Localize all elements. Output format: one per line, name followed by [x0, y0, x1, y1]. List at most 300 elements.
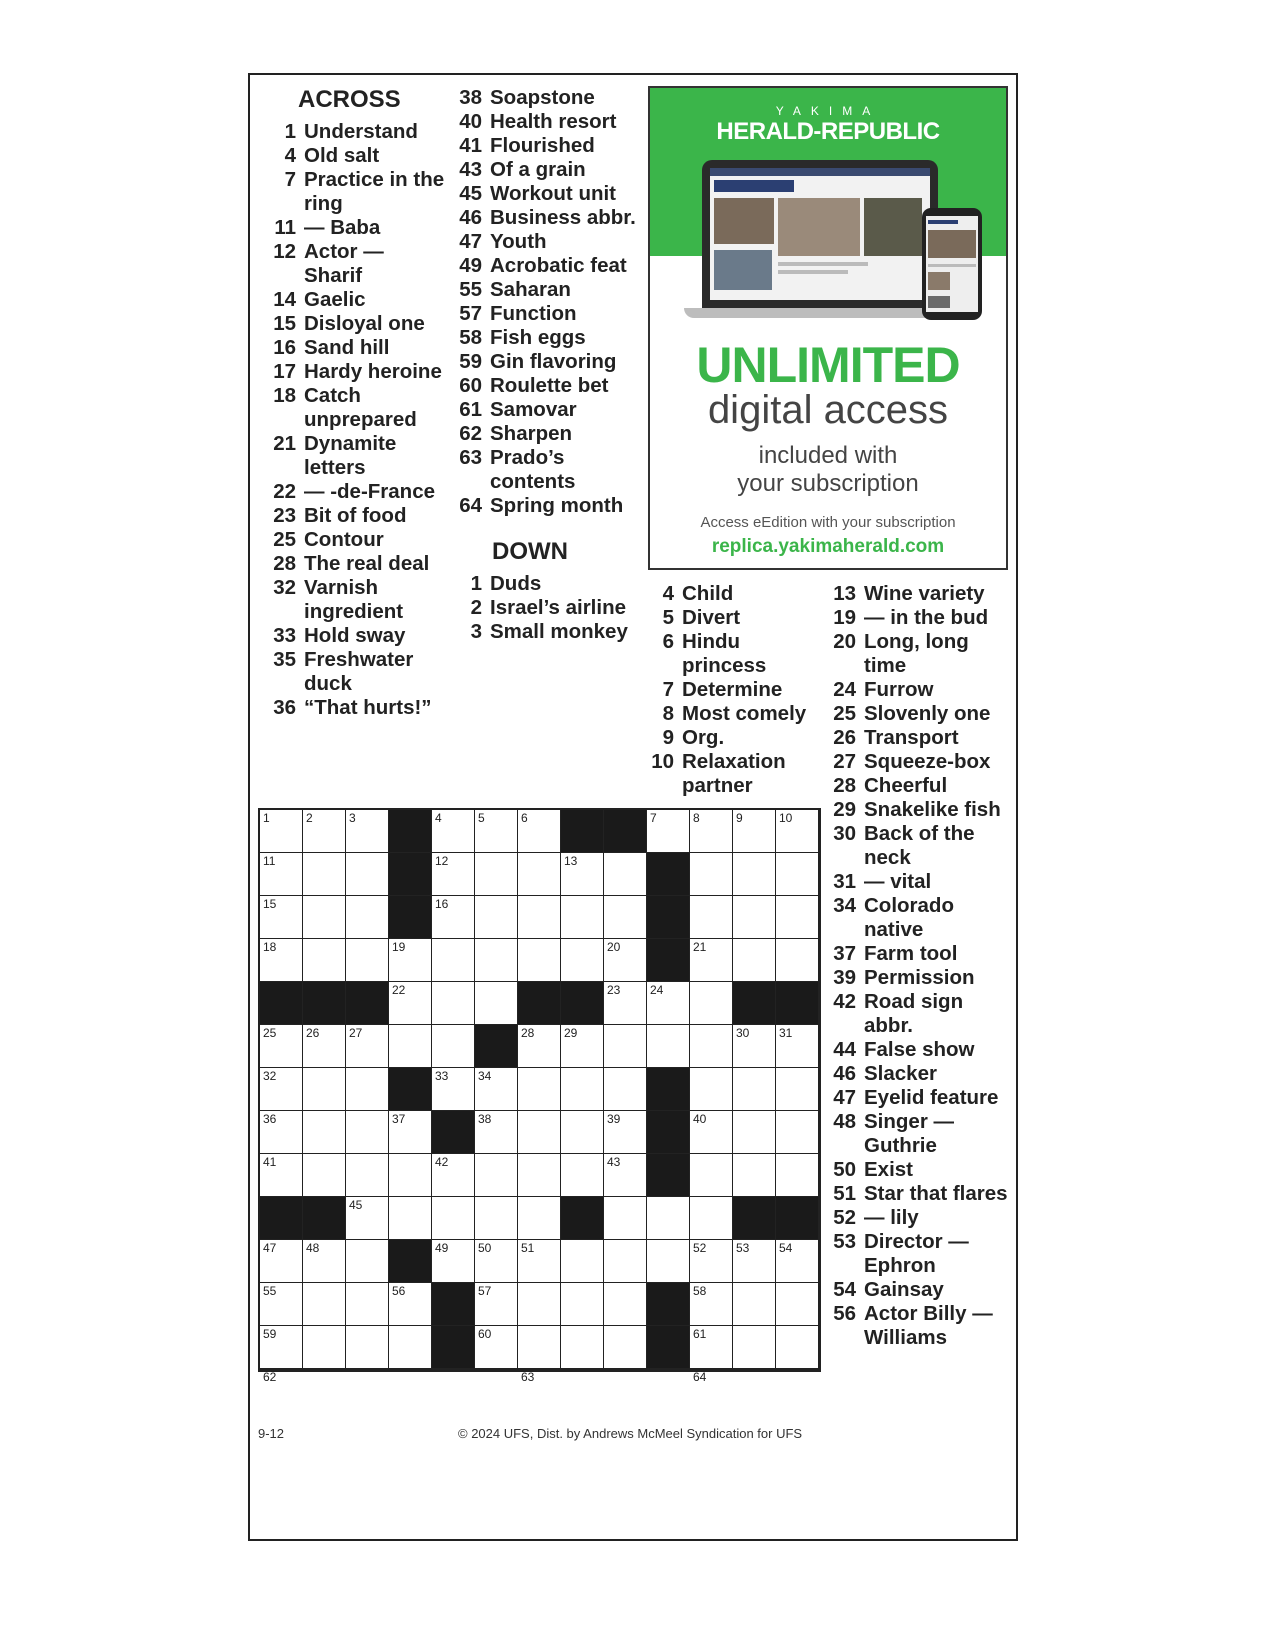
grid-cell[interactable] [733, 896, 776, 939]
grid-cell[interactable] [303, 1111, 346, 1154]
grid-cell[interactable] [776, 853, 819, 896]
grid-cell[interactable] [776, 1240, 819, 1283]
grid-cell[interactable] [604, 982, 647, 1025]
clue-item [266, 120, 446, 144]
clue-item [266, 504, 446, 528]
clue-number: 13 [833, 582, 856, 605]
laptop-icon [702, 160, 938, 308]
clue-number: 61 [459, 398, 482, 421]
cell-number: 54 [779, 1241, 793, 1255]
clue-item [826, 990, 1012, 1038]
cell-number: 9 [736, 811, 743, 825]
grid-cell[interactable] [475, 1111, 518, 1154]
grid-cell[interactable] [733, 1326, 776, 1369]
grid-cell[interactable] [733, 1240, 776, 1283]
grid-cell[interactable] [604, 1154, 647, 1197]
grid-block [260, 1197, 303, 1240]
cell-number: 58 [693, 1284, 707, 1298]
grid-block [733, 982, 776, 1025]
cell-number: 27 [349, 1026, 363, 1040]
grid-cell[interactable] [733, 810, 776, 853]
grid-cell[interactable] [776, 1025, 819, 1068]
grid-cell[interactable] [561, 1154, 604, 1197]
grid-cell[interactable] [776, 896, 819, 939]
grid-cell[interactable] [561, 1025, 604, 1068]
grid-cell[interactable] [690, 1197, 733, 1240]
clue-number: 1 [284, 120, 296, 143]
grid-cell[interactable] [346, 1111, 389, 1154]
grid-cell[interactable] [260, 1068, 303, 1111]
grid-cell[interactable] [776, 1111, 819, 1154]
clue-number: 62 [459, 422, 482, 445]
grid-block [776, 1197, 819, 1240]
clue-text: Flourished [490, 134, 595, 157]
clue-text: Singer — Guthrie [864, 1110, 954, 1157]
clue-text: Director — Ephron [864, 1230, 969, 1277]
grid-cell[interactable] [346, 1326, 389, 1369]
grid-cell[interactable] [604, 1283, 647, 1326]
clue-text: Understand [304, 120, 418, 143]
grid-cell[interactable] [690, 939, 733, 982]
clue-item [826, 942, 1012, 966]
clue-number: 2 [470, 596, 482, 619]
grid-cell[interactable] [518, 1369, 561, 1384]
clue-text: Business abbr. [490, 206, 636, 229]
ad-access-text: Access eEdition with your subscription [700, 514, 956, 531]
grid-cell[interactable] [604, 1326, 647, 1369]
clue-text: Dynamite letters [304, 432, 397, 479]
clue-item [826, 1062, 1012, 1086]
cell-number: 6 [521, 811, 528, 825]
grid-block [561, 1197, 604, 1240]
grid-cell[interactable] [346, 1240, 389, 1283]
grid-cell[interactable] [733, 853, 776, 896]
grid-block [647, 1369, 690, 1370]
clue-number: 51 [833, 1182, 856, 1205]
grid-cell[interactable] [346, 1197, 389, 1240]
grid-cell[interactable] [647, 1197, 690, 1240]
grid-block [303, 1197, 346, 1240]
grid-cell[interactable] [690, 810, 733, 853]
clue-item [266, 384, 446, 432]
grid-cell[interactable] [389, 982, 432, 1025]
clue-item [266, 624, 446, 648]
clue-item [266, 336, 446, 360]
grid-cell[interactable] [346, 1283, 389, 1326]
grid-block [647, 1283, 690, 1326]
grid-cell[interactable] [475, 853, 518, 896]
grid-block [561, 810, 604, 853]
clue-text: Determine [682, 678, 783, 701]
grid-cell[interactable] [432, 1154, 475, 1197]
grid-cell[interactable] [647, 982, 690, 1025]
grid-cell[interactable] [518, 1283, 561, 1326]
clue-list [826, 582, 1012, 1350]
cell-number: 23 [607, 983, 621, 997]
cell-number: 10 [779, 811, 793, 825]
grid-cell[interactable] [260, 1240, 303, 1283]
grid-cell[interactable] [303, 939, 346, 982]
down-column-3 [644, 582, 824, 798]
cell-number: 31 [779, 1026, 793, 1040]
grid-cell[interactable] [604, 1111, 647, 1154]
clue-item [826, 702, 1012, 726]
clue-item [826, 750, 1012, 774]
cell-number: 32 [263, 1069, 277, 1083]
brand-logo: HERALD-REPUBLIC [716, 118, 940, 145]
clue-item [644, 750, 824, 798]
clue-item [266, 552, 446, 576]
grid-cell[interactable] [260, 1111, 303, 1154]
grid-cell[interactable] [733, 1025, 776, 1068]
grid-cell[interactable] [260, 939, 303, 982]
grid-cell[interactable] [432, 1025, 475, 1068]
grid-cell[interactable] [647, 1240, 690, 1283]
grid-cell[interactable] [389, 1025, 432, 1068]
grid-cell[interactable] [561, 1111, 604, 1154]
clue-text: Most comely [682, 702, 807, 725]
clue-text: Furrow [864, 678, 934, 701]
clue-text: Contour [304, 528, 384, 551]
clue-text: Old salt [304, 144, 380, 167]
clue-text: Child [682, 582, 734, 605]
across-column-1 [266, 86, 446, 720]
clue-item [826, 1182, 1012, 1206]
grid-cell[interactable] [690, 1111, 733, 1154]
grid-cell[interactable] [303, 1068, 346, 1111]
cell-number: 61 [693, 1327, 707, 1341]
grid-cell[interactable] [561, 939, 604, 982]
clue-text: Snakelike fish [864, 798, 1001, 821]
grid-cell[interactable] [561, 1369, 604, 1370]
grid-cell[interactable] [690, 982, 733, 1025]
clue-item [826, 774, 1012, 798]
clue-number: 18 [273, 384, 296, 407]
grid-cell[interactable] [303, 1283, 346, 1326]
grid-cell[interactable] [518, 853, 561, 896]
grid-cell[interactable] [518, 1197, 561, 1240]
grid-cell[interactable] [260, 853, 303, 896]
clue-text: — vital [864, 870, 932, 893]
grid-cell[interactable] [733, 1283, 776, 1326]
clue-number: 7 [284, 168, 296, 191]
clue-text: Road sign abbr. [864, 990, 964, 1037]
grid-cell[interactable] [432, 810, 475, 853]
grid-block [389, 1240, 432, 1283]
clue-text: — -de-France [304, 480, 435, 503]
clue-item [266, 480, 446, 504]
grid-cell[interactable] [389, 1326, 432, 1369]
clue-item [644, 726, 824, 750]
grid-block [647, 896, 690, 939]
grid-cell[interactable] [432, 1068, 475, 1111]
grid-block [260, 982, 303, 1025]
grid-cell[interactable] [475, 810, 518, 853]
clue-text: Farm tool [864, 942, 958, 965]
clue-text: Actor — Sharif [304, 240, 384, 287]
grid-cell[interactable] [475, 1240, 518, 1283]
news-photo [714, 198, 774, 244]
grid-cell[interactable] [604, 939, 647, 982]
clue-item [644, 582, 824, 606]
clue-list [644, 582, 824, 798]
phone-icon [922, 208, 982, 320]
grid-cell[interactable] [690, 1326, 733, 1369]
clue-number: 4 [662, 582, 674, 605]
phone-photo [928, 272, 950, 290]
grid-cell[interactable] [518, 896, 561, 939]
clue-number: 64 [459, 494, 482, 517]
ad-line-2: your subscription [737, 470, 919, 497]
clue-text: Hindu princess [682, 630, 767, 677]
clue-number: 55 [459, 278, 482, 301]
clue-number: 47 [459, 230, 482, 253]
clue-number: 41 [459, 134, 482, 157]
clue-number: 60 [459, 374, 482, 397]
grid-cell[interactable] [561, 1240, 604, 1283]
clue-number: 21 [273, 432, 296, 455]
clue-text: Colorado native [864, 894, 954, 941]
grid-cell[interactable] [475, 939, 518, 982]
clue-text: Slacker [864, 1062, 937, 1085]
grid-cell[interactable] [475, 1197, 518, 1240]
grid-cell[interactable] [776, 1369, 819, 1370]
cell-number: 64 [693, 1370, 707, 1384]
grid-cell[interactable] [561, 896, 604, 939]
clue-number: 50 [833, 1158, 856, 1181]
clue-item [266, 360, 446, 384]
text-line [778, 262, 868, 266]
grid-cell[interactable] [604, 896, 647, 939]
clue-item [266, 696, 446, 720]
clue-number: 24 [833, 678, 856, 701]
clue-number: 11 [274, 216, 296, 239]
clue-item [452, 86, 644, 110]
grid-cell[interactable] [604, 853, 647, 896]
cell-number: 7 [650, 811, 657, 825]
grid-cell[interactable] [776, 810, 819, 853]
clue-number: 1 [470, 572, 482, 595]
grid-cell[interactable] [346, 939, 389, 982]
grid-cell[interactable] [303, 1369, 346, 1370]
grid-cell[interactable] [690, 1283, 733, 1326]
grid-cell[interactable] [303, 1025, 346, 1068]
grid-cell[interactable] [475, 1068, 518, 1111]
grid-cell[interactable] [690, 1369, 733, 1384]
clue-text: — Baba [304, 216, 381, 239]
grid-block [389, 853, 432, 896]
cell-number: 51 [521, 1241, 535, 1255]
grid-cell[interactable] [389, 1283, 432, 1326]
grid-cell[interactable] [303, 1154, 346, 1197]
grid-cell[interactable] [604, 1197, 647, 1240]
grid-cell[interactable] [475, 1283, 518, 1326]
grid-cell[interactable] [604, 1068, 647, 1111]
clue-item [452, 302, 644, 326]
clue-text: Relaxation partner [682, 750, 786, 797]
grid-cell[interactable] [690, 896, 733, 939]
grid-cell[interactable] [690, 1025, 733, 1068]
grid-cell[interactable] [260, 1369, 303, 1384]
grid-cell[interactable] [776, 1283, 819, 1326]
grid-cell[interactable] [303, 1326, 346, 1369]
grid-cell[interactable] [518, 1111, 561, 1154]
grid-cell[interactable] [561, 1283, 604, 1326]
grid-cell[interactable] [346, 810, 389, 853]
grid-cell[interactable] [346, 896, 389, 939]
grid-cell[interactable] [389, 1369, 432, 1370]
grid-cell[interactable] [733, 1068, 776, 1111]
grid-cell[interactable] [604, 1369, 647, 1370]
grid-cell[interactable] [690, 853, 733, 896]
grid-cell[interactable] [432, 1240, 475, 1283]
clue-item [826, 1158, 1012, 1182]
clue-item [266, 432, 446, 480]
grid-cell[interactable] [260, 1154, 303, 1197]
grid-cell[interactable] [604, 1240, 647, 1283]
grid-cell[interactable] [561, 1326, 604, 1369]
grid-cell[interactable] [260, 896, 303, 939]
clue-item [826, 966, 1012, 990]
cell-number: 12 [435, 854, 449, 868]
grid-cell[interactable] [733, 1111, 776, 1154]
grid-cell[interactable] [690, 1154, 733, 1197]
cell-number: 55 [263, 1284, 277, 1298]
grid-cell[interactable] [733, 1154, 776, 1197]
grid-cell[interactable] [432, 853, 475, 896]
ad-url-link[interactable]: replica.yakimaherald.com [711, 536, 945, 557]
grid-cell[interactable] [518, 1326, 561, 1369]
grid-cell[interactable] [432, 982, 475, 1025]
clue-text: Bit of food [304, 504, 407, 527]
grid-cell[interactable] [303, 896, 346, 939]
grid-cell[interactable] [303, 810, 346, 853]
cell-number: 2 [306, 811, 313, 825]
grid-cell[interactable] [776, 1068, 819, 1111]
clue-item [644, 678, 824, 702]
cell-number: 33 [435, 1069, 449, 1083]
text-line [928, 264, 976, 267]
clue-text: Sand hill [304, 336, 390, 359]
across-heading: ACROSS [298, 86, 401, 113]
clue-item [452, 398, 644, 422]
browser-bar [710, 168, 930, 176]
clue-number: 12 [273, 240, 296, 263]
cell-number: 8 [693, 811, 700, 825]
grid-cell[interactable] [475, 982, 518, 1025]
clue-number: 56 [833, 1302, 856, 1325]
clue-number: 28 [833, 774, 856, 797]
clue-number: 54 [833, 1278, 856, 1301]
grid-cell[interactable] [475, 1154, 518, 1197]
clue-number: 25 [273, 528, 296, 551]
grid-cell[interactable] [432, 1197, 475, 1240]
cell-number: 41 [263, 1155, 277, 1169]
grid-cell[interactable] [389, 1197, 432, 1240]
grid-cell[interactable] [776, 1326, 819, 1369]
grid-cell[interactable] [346, 1369, 389, 1370]
grid-cell[interactable] [260, 810, 303, 853]
grid-cell[interactable] [346, 1025, 389, 1068]
cell-number: 38 [478, 1112, 492, 1126]
grid-cell[interactable] [518, 1154, 561, 1197]
clue-number: 46 [459, 206, 482, 229]
grid-cell[interactable] [518, 810, 561, 853]
clue-item [826, 1230, 1012, 1278]
site-logo-bar [714, 180, 794, 192]
clue-text: — lily [864, 1206, 919, 1229]
clue-text: Gainsay [864, 1278, 944, 1301]
grid-block [647, 1068, 690, 1111]
subscription-ad[interactable] [648, 86, 1008, 570]
grid-cell[interactable] [260, 1326, 303, 1369]
grid-cell[interactable] [647, 1025, 690, 1068]
grid-cell[interactable] [733, 939, 776, 982]
cell-number: 21 [693, 940, 707, 954]
clue-item [826, 1302, 1012, 1350]
grid-cell[interactable] [389, 1154, 432, 1197]
grid-cell[interactable] [432, 939, 475, 982]
grid-cell[interactable] [346, 1068, 389, 1111]
cell-number: 49 [435, 1241, 449, 1255]
clue-number: 44 [833, 1038, 856, 1061]
clue-text: Youth [490, 230, 547, 253]
grid-cell[interactable] [733, 1369, 776, 1370]
grid-cell[interactable] [518, 1068, 561, 1111]
grid-cell[interactable] [690, 1240, 733, 1283]
grid-cell[interactable] [518, 1025, 561, 1068]
grid-cell[interactable] [475, 1326, 518, 1369]
grid-cell[interactable] [690, 1068, 733, 1111]
cell-number: 47 [263, 1241, 277, 1255]
grid-cell[interactable] [346, 1154, 389, 1197]
grid-cell[interactable] [561, 853, 604, 896]
grid-cell[interactable] [776, 939, 819, 982]
clue-text: Star that flares [864, 1182, 1008, 1205]
grid-block [647, 1326, 690, 1369]
news-photo [778, 198, 860, 256]
cell-number: 24 [650, 983, 664, 997]
grid-cell[interactable] [389, 939, 432, 982]
clue-number: 47 [833, 1086, 856, 1109]
ad-subtext [650, 442, 1006, 498]
grid-cell[interactable] [475, 896, 518, 939]
clue-text: Squeeze-box [864, 750, 991, 773]
clue-number: 52 [833, 1206, 856, 1229]
clue-list [452, 572, 644, 644]
cell-number: 29 [564, 1026, 578, 1040]
grid-cell[interactable] [389, 1111, 432, 1154]
grid-cell[interactable] [518, 1240, 561, 1283]
grid-cell[interactable] [518, 939, 561, 982]
clue-item [452, 422, 644, 446]
grid-cell[interactable] [346, 853, 389, 896]
grid-cell[interactable] [561, 1068, 604, 1111]
grid-cell[interactable] [776, 1154, 819, 1197]
grid-cell[interactable] [303, 1240, 346, 1283]
clue-number: 7 [662, 678, 674, 701]
grid-cell[interactable] [432, 896, 475, 939]
grid-cell[interactable] [303, 853, 346, 896]
cell-number: 18 [263, 940, 277, 954]
clue-number: 36 [273, 696, 296, 719]
grid-cell[interactable] [260, 1025, 303, 1068]
clue-number: 20 [833, 630, 856, 653]
grid-cell[interactable] [647, 810, 690, 853]
cell-number: 45 [349, 1198, 363, 1212]
grid-cell[interactable] [260, 1283, 303, 1326]
grid-cell[interactable] [604, 1025, 647, 1068]
